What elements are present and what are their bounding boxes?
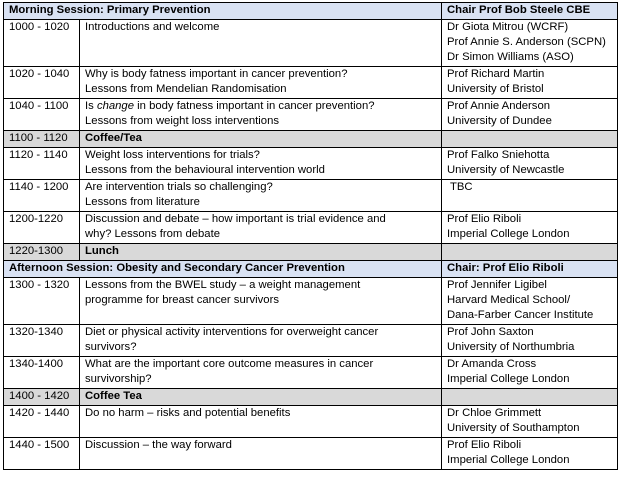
session-time: 1120 - 1140 xyxy=(4,148,80,180)
table-row xyxy=(4,67,618,99)
speaker-line: Prof Jennifer Ligibel xyxy=(447,279,547,291)
speaker-line: Prof Richard Martin xyxy=(447,68,545,80)
topic-line: Introductions and welcome xyxy=(85,21,220,33)
session-topic xyxy=(80,148,442,180)
topic-line xyxy=(85,99,438,114)
table-row xyxy=(4,438,618,470)
session-time: 1340-1400 xyxy=(4,357,80,389)
speaker-line: Prof Elio Riboli xyxy=(447,213,522,225)
session-speaker xyxy=(442,406,618,438)
speaker-line: Prof John Saxton xyxy=(447,326,534,338)
speaker-line: Dr Chloe Grimmett xyxy=(447,407,542,419)
speaker-line: University of Southampton xyxy=(447,422,580,434)
speaker-line: Prof Annie S. Anderson (SCPN) xyxy=(447,36,606,48)
speaker-line: Prof Falko Sniehotta xyxy=(447,149,550,161)
session-topic xyxy=(80,357,442,389)
session-time: 1200-1220 xyxy=(4,212,80,244)
session-speaker xyxy=(442,148,618,180)
morning-session-header xyxy=(4,3,618,20)
topic-line: Lessons from the behavioural intervention world xyxy=(85,164,325,176)
session-topic xyxy=(80,438,442,470)
afternoon-session-title: Afternoon Session: Obesity and Secondary Cancer Prevention xyxy=(4,261,442,278)
session-topic xyxy=(80,325,442,357)
session-topic xyxy=(80,278,442,325)
session-speaker xyxy=(442,180,618,212)
session-time: 1420 - 1440 xyxy=(4,406,80,438)
break-label: Coffee/Tea xyxy=(80,131,442,148)
session-time: 1140 - 1200 xyxy=(4,180,80,212)
session-speaker xyxy=(442,212,618,244)
coffee-break-row xyxy=(4,131,618,148)
speaker-line: TBC xyxy=(447,181,473,193)
session-topic xyxy=(80,20,442,67)
topic-line: Weight loss interventions for trials? xyxy=(85,149,260,161)
session-time: 1020 - 1040 xyxy=(4,67,80,99)
break-empty xyxy=(442,131,618,148)
afternoon-session-chair: Chair: Prof Elio Riboli xyxy=(442,261,618,278)
break-label: Lunch xyxy=(80,244,442,261)
speaker-line: University of Dundee xyxy=(447,115,552,127)
session-speaker xyxy=(442,67,618,99)
session-speaker xyxy=(442,438,618,470)
morning-session-chair: Chair Prof Bob Steele CBE xyxy=(442,3,618,20)
topic-line: Why is body fatness important in cancer prevention? xyxy=(85,68,348,80)
topic-suffix: in body fatness important in cancer prevention? xyxy=(134,100,375,112)
speaker-line: Harvard Medical School/ xyxy=(447,294,571,306)
table-row xyxy=(4,20,618,67)
topic-line: survivorship? xyxy=(85,373,152,385)
session-speaker xyxy=(442,99,618,131)
topic-line: Discussion and debate – how important is trial evidence and xyxy=(85,213,386,225)
session-topic xyxy=(80,67,442,99)
speaker-line: University of Newcastle xyxy=(447,164,565,176)
speaker-line: Dr Giota Mitrou (WCRF) xyxy=(447,21,569,33)
topic-line: Lessons from weight loss interventions xyxy=(85,115,280,127)
session-time: 1320-1340 xyxy=(4,325,80,357)
session-time: 1300 - 1320 xyxy=(4,278,80,325)
topic-line: What are the important core outcome measures in cancer xyxy=(85,358,374,370)
topic-line: Lessons from literature xyxy=(85,196,200,208)
break-empty xyxy=(442,244,618,261)
topic-line: Are intervention trials so challenging? xyxy=(85,181,273,193)
table-row xyxy=(4,148,618,180)
break-label: Coffee Tea xyxy=(80,389,442,406)
table-row xyxy=(4,406,618,438)
speaker-line: University of Bristol xyxy=(447,83,544,95)
speaker-line: Imperial College London xyxy=(447,228,570,240)
session-time: 1040 - 1100 xyxy=(4,99,80,131)
session-topic xyxy=(80,180,442,212)
break-time: 1100 - 1120 xyxy=(4,131,80,148)
session-speaker xyxy=(442,278,618,325)
table-row xyxy=(4,278,618,325)
session-speaker xyxy=(442,20,618,67)
speaker-line: Imperial College London xyxy=(447,373,570,385)
programme-table xyxy=(3,2,618,470)
topic-line: Do no harm – risks and potential benefits xyxy=(85,407,291,419)
session-topic xyxy=(80,212,442,244)
topic-prefix: Is xyxy=(85,100,97,112)
table-row xyxy=(4,212,618,244)
morning-session-title: Morning Session: Primary Prevention xyxy=(4,3,442,20)
break-empty xyxy=(442,389,618,406)
table-row xyxy=(4,180,618,212)
topic-line: Lessons from the BWEL study – a weight management xyxy=(85,279,361,291)
speaker-line: University of Northumbria xyxy=(447,341,575,353)
topic-line: Discussion – the way forward xyxy=(85,439,232,451)
session-topic xyxy=(80,406,442,438)
topic-line: Diet or physical activity interventions for overweight cancer xyxy=(85,326,379,338)
break-time: 1220-1300 xyxy=(4,244,80,261)
table-row xyxy=(4,357,618,389)
session-speaker xyxy=(442,325,618,357)
speaker-line: Imperial College London xyxy=(447,454,570,466)
speaker-line: Dr Simon Williams (ASO) xyxy=(447,51,574,63)
table-row xyxy=(4,99,618,131)
session-topic xyxy=(80,99,442,131)
speaker-line: Prof Annie Anderson xyxy=(447,100,551,112)
lunch-break-row xyxy=(4,244,618,261)
table-row xyxy=(4,325,618,357)
break-time: 1400 - 1420 xyxy=(4,389,80,406)
topic-line: survivors? xyxy=(85,341,137,353)
speaker-line: Prof Elio Riboli xyxy=(447,439,522,451)
topic-line: programme for breast cancer survivors xyxy=(85,294,279,306)
topic-emphasis: change xyxy=(96,100,134,112)
afternoon-session-header xyxy=(4,261,618,278)
speaker-line: Dr Amanda Cross xyxy=(447,358,537,370)
coffee-break-row xyxy=(4,389,618,406)
speaker-line: Dana-Farber Cancer Institute xyxy=(447,309,594,321)
topic-line: why? Lessons from debate xyxy=(85,228,221,240)
session-time: 1000 - 1020 xyxy=(4,20,80,67)
session-time: 1440 - 1500 xyxy=(4,438,80,470)
session-speaker xyxy=(442,357,618,389)
topic-line: Lessons from Mendelian Randomisation xyxy=(85,83,287,95)
